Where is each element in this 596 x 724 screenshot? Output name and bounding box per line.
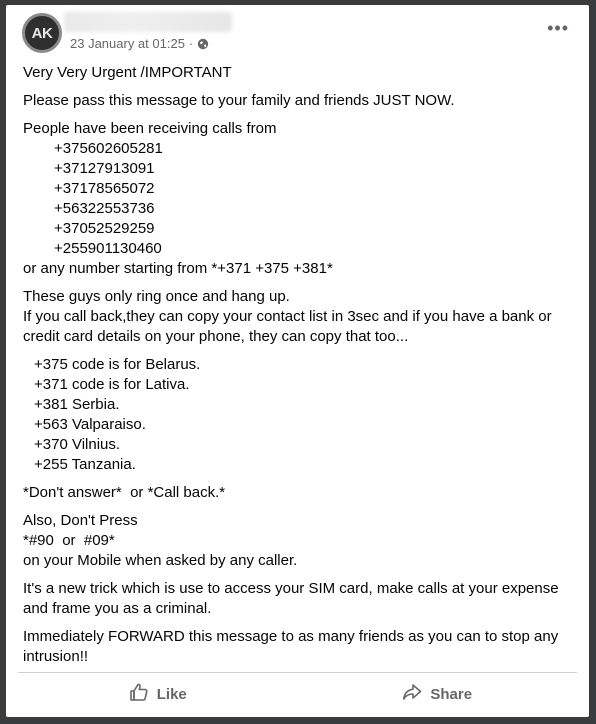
post-text-line: Please pass this message to your family and friends JUST NOW.	[23, 92, 455, 109]
post-text-line: If you call back,they can copy your contact list in 3sec and if you have a bank or	[23, 308, 552, 325]
paragraph	[23, 579, 583, 619]
post-text-line: These guys only ring once and hang up.	[23, 288, 290, 305]
post-text-line: intrusion!!	[23, 648, 89, 665]
author-name-redacted	[64, 12, 232, 32]
post-text-line: Immediately FORWARD this message to as many friends as you can to stop any	[23, 628, 559, 645]
country-code: +370 Vilnius.	[34, 436, 121, 453]
actions-divider	[18, 672, 577, 673]
meta-separator: ·	[188, 36, 194, 51]
more-options-icon[interactable]: •••	[547, 18, 569, 38]
post-meta	[70, 36, 209, 51]
phone-number: +56322553736	[54, 200, 155, 217]
post-text-line: Very Very Urgent /IMPORTANT	[23, 64, 232, 81]
share-button[interactable]	[298, 677, 578, 711]
globe-icon	[197, 38, 209, 50]
country-code: +375 code is for Belarus.	[34, 356, 201, 373]
paragraph	[23, 63, 583, 83]
paragraph	[23, 119, 583, 279]
paragraph	[23, 91, 583, 111]
phone-number: +37178565072	[54, 180, 155, 197]
facebook-post	[6, 5, 589, 717]
like-label: Like	[156, 685, 187, 703]
post-actions	[18, 677, 577, 711]
post-timestamp[interactable]: 23 January at 01:25	[70, 36, 185, 51]
post-text-line: on your Mobile when asked by any caller.	[23, 552, 298, 569]
thumbs-up-icon	[129, 682, 149, 706]
paragraph	[23, 287, 583, 347]
paragraph	[23, 355, 583, 475]
post-text-line: credit card details on your phone, they can copy that too...	[23, 328, 409, 345]
post-text-line: Also, Don't Press	[23, 512, 138, 529]
country-code: +371 code is for Lativa.	[34, 376, 190, 393]
post-text-line: and frame you as a criminal.	[23, 600, 212, 617]
post-text-line: or any number starting from *+371 +375 +381*	[23, 260, 333, 277]
country-code: +381 Serbia.	[34, 396, 120, 413]
paragraph	[23, 627, 583, 667]
post-text-line: *Don't answer* or *Call back.*	[23, 484, 226, 501]
phone-number: +375602605281	[54, 140, 163, 157]
phone-number: +37127913091	[54, 160, 155, 177]
paragraph	[23, 511, 583, 571]
country-code: +563 Valparaiso.	[34, 416, 146, 433]
post-body	[23, 63, 583, 675]
post-text-line: It's a new trick which is use to access your SIM card, make calls at your expense	[23, 580, 559, 597]
post-text-line: People have been receiving calls from	[23, 120, 277, 137]
share-label: Share	[430, 685, 473, 703]
phone-number: +37052529259	[54, 220, 155, 237]
share-arrow-icon	[402, 682, 422, 706]
avatar[interactable]: AK	[22, 13, 62, 53]
post-text-line: *#90 or #09*	[23, 532, 115, 549]
like-button[interactable]	[18, 677, 298, 711]
paragraph	[23, 483, 583, 503]
phone-number: +255901130460	[54, 240, 162, 257]
country-code: +255 Tanzania.	[34, 456, 136, 473]
